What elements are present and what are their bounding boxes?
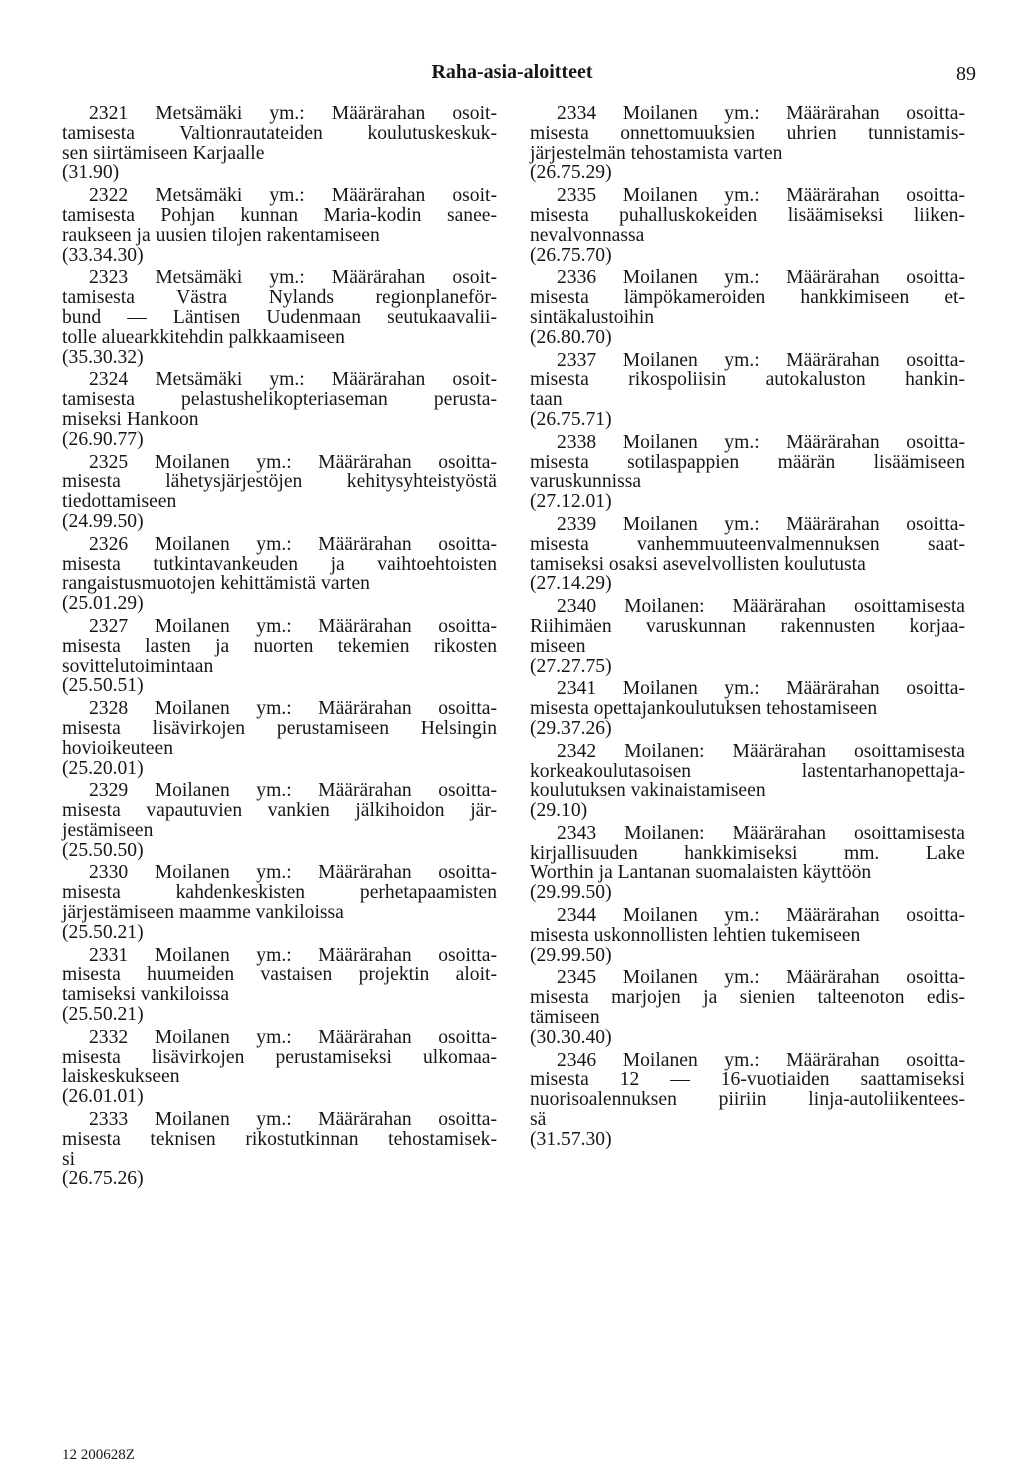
budget-item-code: (29.99.50) [530,944,612,966]
entry-text-line: tamisesta pelastushelikopteriaseman perusta- [62,389,497,411]
left-column [62,104,497,1192]
budget-item-code: (26.90.77) [62,428,144,450]
motion-entry [530,906,965,965]
entry-text-line: misesta huumeiden vastaisen projektin aloit- [62,964,497,986]
entry-text-line: 2323 Metsämäki ym.: Määrärahan osoit- [89,267,497,289]
motion-entry [530,1051,965,1150]
entry-text-line: nevalvonnassa [530,224,645,246]
entry-text-line: 2332 Moilanen ym.: Määrärahan osoitta- [89,1026,497,1048]
budget-item-code: (33.34.30) [62,244,144,266]
entry-text-line: 2340 Moilanen: Määrärahan osoittamisesta [557,596,965,618]
entry-text-line: Worthin ja Lantanan suomalaisten käyttöön [530,862,872,884]
motion-entry [530,104,965,183]
motion-entry [530,679,965,738]
motion-entry [62,946,497,1025]
budget-item-code: (25.50.21) [62,1004,144,1026]
entry-text-line: misesta sotilaspappien määrän lisäämiseen [530,451,965,473]
entry-text-line: misesta lisävirkojen perustamiseksi ulkomaa- [62,1046,497,1068]
budget-item-code: (26.75.26) [62,1168,144,1190]
entry-text-line: 2345 Moilanen ym.: Määrärahan osoitta- [557,967,965,989]
print-footer: 12 200628Z [62,1447,135,1463]
entry-text-line: misesta marjojen ja sienien talteenoton edis- [530,987,965,1009]
budget-item-code: (26.75.29) [530,162,612,184]
entry-text-line: misesta opettajankoulutuksen tehostamiseen [530,698,878,720]
motion-entry [62,699,497,778]
motion-entry [530,968,965,1047]
entry-text-line: tolle aluearkkitehdin palkkaamiseen [62,326,345,348]
budget-item-code: (29.37.26) [530,717,612,739]
budget-item-code: (25.50.21) [62,921,144,943]
entry-text-line: laiskeskukseen [62,1066,180,1088]
motion-entry [62,863,497,942]
entry-text-line: Riihimäen varuskunnan rakennusten korjaa- [530,615,965,637]
entry-text-line: 2327 Moilanen ym.: Määrärahan osoitta- [89,615,497,637]
entry-text-line: 2325 Moilanen ym.: Määrärahan osoitta- [89,451,497,473]
entry-text-line: tiedottamiseen [62,491,177,513]
entry-text-line: tämiseen [530,1007,600,1029]
budget-item-code: (29.10) [530,800,588,822]
entry-text-line: järjestämiseen maamme vankiloissa [62,902,344,924]
entry-text-line: 2333 Moilanen ym.: Määrärahan osoitta- [89,1109,497,1131]
entry-text-line: 2344 Moilanen ym.: Määrärahan osoitta- [557,905,965,927]
entry-text-line: misesta tutkintavankeuden ja vaihtoehtoisten [62,553,497,575]
entry-text-line: misesta vapautuvien vankien jälkihoidon jär- [62,800,497,822]
budget-item-code: (27.14.29) [530,573,612,595]
motion-entry [530,742,965,821]
budget-item-code: (30.30.40) [530,1026,612,1048]
entry-text-line: järjestelmän tehostamista varten [530,142,783,164]
entry-text-line: misesta uskonnollisten lehtien tukemiseen [530,924,861,946]
motion-entry [62,535,497,614]
entry-text-line: 2339 Moilanen ym.: Määrärahan osoitta- [557,513,965,535]
entry-text-line: 2336 Moilanen ym.: Määrärahan osoitta- [557,267,965,289]
entry-text-line: misesta lämpökameroiden hankkimiseen et- [530,287,965,309]
entry-text-line: 2328 Moilanen ym.: Määrärahan osoitta- [89,698,497,720]
motion-entry [530,268,965,347]
entry-text-line: tamisesta Västra Nylands regionplaneför- [62,287,497,309]
entry-text-line: 2331 Moilanen ym.: Määrärahan osoitta- [89,944,497,966]
entry-text-line: rangaistusmuotojen kehittämistä varten [62,573,370,595]
budget-item-code: (25.01.29) [62,593,144,615]
entry-text-line: misesta kahdenkeskisten perhetapaamisten [62,882,497,904]
budget-item-code: (27.27.75) [530,655,612,677]
entry-text-line: si [62,1148,76,1170]
budget-item-code: (31.90) [62,162,120,184]
motion-entry [62,1028,497,1107]
entry-text-line: 2343 Moilanen: Määrärahan osoittamisesta [557,822,965,844]
budget-item-code: (29.99.50) [530,882,612,904]
motion-entry [62,268,497,367]
motion-entry [62,781,497,860]
motion-entry [530,186,965,265]
entry-text-line: 2329 Moilanen ym.: Määrärahan osoitta- [89,780,497,802]
right-column [530,104,965,1153]
entry-text-line: misesta vanhemmuuteenvalmennuksen saat- [530,533,965,555]
entry-text-line: 2321 Metsämäki ym.: Määrärahan osoit- [89,103,497,124]
entry-text-line: 2346 Moilanen ym.: Määrärahan osoitta- [557,1049,965,1071]
running-header-title: Raha-asia-aloitteet [431,61,593,83]
entry-text-line: varuskunnissa [530,471,642,493]
entry-text-line: misesta puhalluskokeiden lisäämiseksi liiken- [530,204,965,226]
entry-text-line: jestämiseen [62,819,154,841]
entry-text-line: 2335 Moilanen ym.: Määrärahan osoitta- [557,185,965,207]
motion-entry [62,104,497,183]
motion-entry [530,597,965,676]
entry-text-line: sen siirtämiseen Karjaalle [62,142,265,164]
entry-text-line: kirjallisuuden hankkimiseksi mm. Lake [530,842,965,864]
entry-text-line: 2324 Metsämäki ym.: Määrärahan osoit- [89,369,497,391]
motion-entry [530,515,965,594]
entry-text-line: misesta rikospoliisin autokaluston hankin- [530,369,965,391]
entry-text-line: 2326 Moilanen ym.: Määrärahan osoitta- [89,533,497,555]
entry-text-line: sovittelutoimintaan [62,655,214,677]
motion-entry [530,824,965,903]
entry-text-line: 2341 Moilanen ym.: Määrärahan osoitta- [557,678,965,700]
entry-text-line: miseksi Hankoon [62,408,199,430]
entry-text-line: hovioikeuteen [62,737,173,759]
entry-text-line: bund — Läntisen Uudenmaan seutukaavalii- [62,306,497,328]
entry-text-line: nuorisoalennuksen piiriin linja-autoliikentees- [530,1089,965,1111]
budget-item-code: (27.12.01) [530,491,612,513]
entry-text-line: misesta onnettomuuksien uhrien tunnistamis- [530,122,965,144]
entry-text-line: misesta lasten ja nuorten tekemien rikosten [62,635,497,657]
entry-text-line: sintäkalustoihin [530,306,655,328]
entry-text-line: 2322 Metsämäki ym.: Määrärahan osoit- [89,185,497,207]
entry-text-line: 2334 Moilanen ym.: Määrärahan osoitta- [557,103,965,124]
motion-entry [62,1110,497,1189]
motion-entry [530,351,965,430]
entry-text-line: taan [530,389,563,411]
entry-text-line: miseen [530,635,586,657]
entry-text-line: misesta 12 — 16-vuotiaiden saattamiseksi [530,1069,965,1091]
budget-item-code: (25.50.50) [62,839,144,861]
entry-text-line: tamiseksi vankiloissa [62,984,230,1006]
entry-text-line: korkeakoulutasoisen lastentarhanopettaja- [530,760,965,782]
budget-item-code: (31.57.30) [530,1128,612,1150]
motion-entry [62,186,497,265]
budget-item-code: (25.20.01) [62,757,144,779]
budget-item-code: (24.99.50) [62,510,144,532]
motion-entry [62,370,497,449]
entry-text-line: 2330 Moilanen ym.: Määrärahan osoitta- [89,862,497,884]
entry-text-line: sä [530,1109,547,1131]
entry-text-line: tamiseksi osaksi asevelvollisten koulutusta [530,553,866,575]
page-number: 89 [956,63,976,85]
entry-text-line: 2338 Moilanen ym.: Määrärahan osoitta- [557,431,965,453]
entry-text-line: koulutuksen vakinaistamiseen [530,780,766,802]
budget-item-code: (26.80.70) [530,326,612,348]
entry-text-line: 2337 Moilanen ym.: Määrärahan osoitta- [557,349,965,371]
budget-item-code: (25.50.51) [62,675,144,697]
entry-text-line: misesta teknisen rikostutkinnan tehostamisek- [62,1128,497,1150]
motion-entry [62,617,497,696]
motion-entry [62,453,497,532]
budget-item-code: (26.75.70) [530,244,612,266]
entry-text-line: 2342 Moilanen: Määrärahan osoittamisesta [557,740,965,762]
entry-text-line: tamisesta Valtionrautateiden koulutuskeskuk- [62,122,497,144]
entry-text-line: tamisesta Pohjan kunnan Maria-kodin sanee- [62,204,497,226]
budget-item-code: (26.01.01) [62,1086,144,1108]
budget-item-code: (26.75.71) [530,408,612,430]
motion-entry [530,433,965,512]
entry-text-line: misesta lisävirkojen perustamiseen Helsingin [62,717,497,739]
budget-item-code: (35.30.32) [62,346,144,368]
entry-text-line: misesta lähetysjärjestöjen kehitysyhteistyöstä [62,471,497,493]
entry-text-line: raukseen ja uusien tilojen rakentamiseen [62,224,380,246]
